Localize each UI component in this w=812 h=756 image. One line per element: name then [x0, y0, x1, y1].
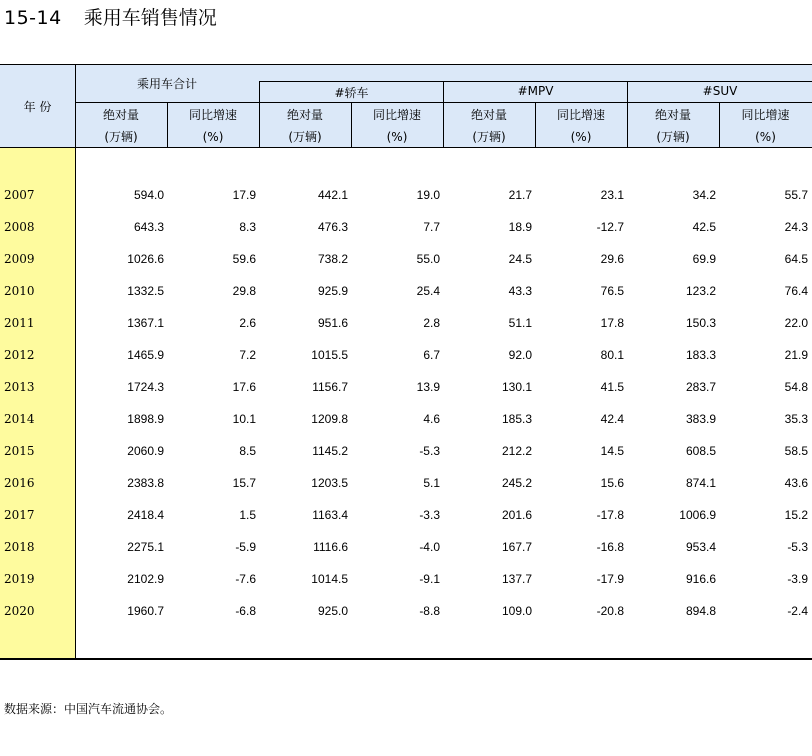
- table-cell: 1898.9: [127, 412, 164, 426]
- table-cell: 17.6: [232, 380, 256, 394]
- table-top-border: [0, 64, 812, 65]
- table-cell: 22.0: [784, 316, 808, 330]
- table-cell: 1332.5: [127, 284, 164, 298]
- subheader-abs: [627, 104, 719, 148]
- subheader-unit: (%): [386, 130, 408, 144]
- table-cell: 608.5: [685, 444, 716, 458]
- subheader-pct: [535, 104, 627, 148]
- row-year: 2014: [4, 412, 35, 426]
- table-cell: 2383.8: [127, 476, 164, 490]
- table-cell: -7.6: [235, 572, 256, 586]
- table-cell: 21.7: [508, 188, 532, 202]
- table-cell: 1116.6: [313, 540, 348, 554]
- table-cell: 2.6: [239, 316, 256, 330]
- table-cell: 894.8: [685, 604, 716, 618]
- table-cell: -16.8: [596, 540, 624, 554]
- row-year: 2017: [4, 508, 35, 522]
- table-cell: -20.8: [596, 604, 624, 618]
- table-cell: 2418.4: [127, 508, 164, 522]
- row-year: 2009: [4, 252, 35, 266]
- table-cell: 42.4: [600, 412, 624, 426]
- page-title: [4, 6, 217, 30]
- table-cell: 8.5: [239, 444, 256, 458]
- table-cell: -3.3: [419, 508, 440, 522]
- table-cell: 7.2: [239, 348, 256, 362]
- table-cell: 58.5: [784, 444, 808, 458]
- subheader-line: 绝对量: [470, 108, 507, 122]
- subheader-line: 同比增速: [741, 108, 790, 122]
- subheader-line: 绝对量: [654, 108, 691, 122]
- table-cell: 64.5: [784, 252, 808, 266]
- table-cell: 925.0: [317, 604, 348, 618]
- table-cell: 76.4: [784, 284, 808, 298]
- table-cell: 51.1: [508, 316, 532, 330]
- table-cell: 10.1: [232, 412, 256, 426]
- subheader-unit: (%): [570, 130, 592, 144]
- table-cell: 1960.7: [127, 604, 164, 618]
- subheader-unit: (%): [202, 130, 224, 144]
- table-cell: 1006.9: [679, 508, 716, 522]
- table-cell: 442.1: [317, 188, 348, 202]
- row-year: 2012: [4, 348, 35, 362]
- row-year: 2013: [4, 380, 35, 394]
- row-year: 2020: [4, 604, 35, 618]
- table-cell: 1465.9: [127, 348, 164, 362]
- subheader-line: 同比增速: [556, 108, 605, 122]
- table-cell: 43.3: [508, 284, 532, 298]
- group-header-mpv: #MPV: [517, 84, 554, 98]
- table-cell: 167.7: [501, 540, 532, 554]
- table-cell: 21.9: [784, 348, 808, 362]
- table-cell: 7.7: [423, 220, 440, 234]
- table-cell: 24.3: [784, 220, 808, 234]
- table-cell: 15.7: [232, 476, 256, 490]
- table-cell: -6.8: [235, 604, 256, 618]
- table-cell: -5.9: [235, 540, 256, 554]
- subheader-abs: [259, 104, 351, 148]
- table-cell: 13.9: [416, 380, 440, 394]
- row-year: 2018: [4, 540, 35, 554]
- table-cell: 643.3: [133, 220, 164, 234]
- table-cell: 1724.3: [127, 380, 164, 394]
- table-cell: 4.6: [423, 412, 440, 426]
- table-cell: 8.3: [239, 220, 256, 234]
- year-header: 年 份: [23, 100, 52, 114]
- subheader-unit: (%): [755, 130, 776, 144]
- table-cell: 92.0: [508, 348, 532, 362]
- table-cell: 29.8: [232, 284, 256, 298]
- subheader-pct: [167, 104, 259, 148]
- subheader-unit: (万辆): [656, 130, 690, 144]
- table-cell: -2.4: [787, 604, 808, 618]
- subheader-pct: [351, 104, 443, 148]
- table-cell: 2102.9: [127, 572, 164, 586]
- table-cell: 1367.1: [127, 316, 164, 330]
- table-cell: 59.6: [232, 252, 256, 266]
- table-cell: 137.7: [501, 572, 532, 586]
- table-cell: 123.2: [685, 284, 716, 298]
- table-bottom-border: [0, 658, 812, 660]
- subheader-line: 绝对量: [102, 108, 139, 122]
- row-year: 2016: [4, 476, 35, 490]
- table-cell: 19.0: [416, 188, 440, 202]
- table-cell: -17.9: [596, 572, 624, 586]
- table-cell: 916.6: [685, 572, 716, 586]
- row-year: 2007: [4, 188, 35, 202]
- table-cell: 17.9: [232, 188, 256, 202]
- table-cell: 953.4: [685, 540, 716, 554]
- table-cell: -3.9: [787, 572, 808, 586]
- subheader-abs: [75, 104, 167, 148]
- table-cell: 25.4: [416, 284, 440, 298]
- group-header-suv: #SUV: [702, 84, 738, 98]
- table-cell: 1015.5: [311, 348, 348, 362]
- table-cell: 15.6: [600, 476, 624, 490]
- source-note: 数据来源：中国汽车流通协会。: [4, 702, 173, 716]
- table-cell: -9.1: [419, 572, 440, 586]
- table-cell: 185.3: [501, 412, 532, 426]
- subheader-line: 同比增速: [188, 108, 237, 122]
- table-cell: -4.0: [419, 540, 440, 554]
- table-cell: 283.7: [685, 380, 716, 394]
- group-header-divider: [260, 81, 812, 82]
- table-cell: 1156.7: [312, 380, 348, 394]
- table-cell: 1163.4: [312, 508, 348, 522]
- table-cell: 55.0: [416, 252, 440, 266]
- table-cell: 1203.5: [311, 476, 348, 490]
- table-cell: 2.8: [423, 316, 440, 330]
- subheader-abs: [443, 104, 535, 148]
- table-cell: 35.3: [784, 412, 808, 426]
- table-cell: 109.0: [501, 604, 532, 618]
- group-header-total: 乘用车合计: [136, 77, 197, 91]
- subheader-line: 同比增速: [372, 108, 421, 122]
- subheader-line: 绝对量: [286, 108, 323, 122]
- table-cell: 1209.8: [311, 412, 348, 426]
- subheader-unit: (万辆): [472, 130, 506, 144]
- table-cell: 15.2: [784, 508, 808, 522]
- table-cell: 80.1: [600, 348, 624, 362]
- table-cell: 951.6: [317, 316, 348, 330]
- table-cell: 29.6: [600, 252, 624, 266]
- subheader-unit: (万辆): [104, 130, 138, 144]
- table-cell: 1.5: [239, 508, 256, 522]
- table-cell: 738.2: [317, 252, 348, 266]
- table-cell: 130.1: [501, 380, 532, 394]
- table-cell: 2060.9: [127, 444, 164, 458]
- table-cell: -8.8: [419, 604, 440, 618]
- group-header-sedan: #轿车: [334, 86, 369, 100]
- table-cell: 5.1: [423, 476, 440, 490]
- table-cell: 245.2: [501, 476, 532, 490]
- row-year: 2019: [4, 572, 35, 586]
- table-cell: 54.8: [784, 380, 808, 394]
- table-cell: -17.8: [596, 508, 624, 522]
- row-year: 2008: [4, 220, 35, 234]
- table-number: 15-14: [4, 7, 62, 29]
- table-cell: 594.0: [133, 188, 164, 202]
- table-cell: 55.7: [784, 188, 808, 202]
- table-cell: -5.3: [419, 444, 440, 458]
- table-cell: 34.2: [692, 188, 716, 202]
- table-cell: 476.3: [317, 220, 348, 234]
- table-cell: 383.9: [685, 412, 716, 426]
- table-cell: 1014.5: [311, 572, 348, 586]
- table-cell: 14.5: [600, 444, 624, 458]
- table-cell: 24.5: [508, 252, 532, 266]
- table-cell: 69.9: [692, 252, 716, 266]
- table-title: 乘用车销售情况: [83, 7, 217, 29]
- row-year: 2010: [4, 284, 35, 298]
- table-cell: -5.3: [787, 540, 808, 554]
- row-year: 2015: [4, 444, 35, 458]
- table-cell: 183.3: [685, 348, 716, 362]
- table-cell: 41.5: [600, 380, 624, 394]
- table-cell: 17.8: [600, 316, 624, 330]
- table-cell: 23.1: [600, 188, 624, 202]
- subheader-unit: (万辆): [288, 130, 322, 144]
- table-cell: 76.5: [600, 284, 624, 298]
- table-cell: 925.9: [317, 284, 348, 298]
- table-cell: 1026.6: [127, 252, 164, 266]
- row-year: 2011: [4, 316, 35, 330]
- subheader-pct: [719, 104, 812, 148]
- table-cell: 201.6: [501, 508, 532, 522]
- table-cell: -12.7: [596, 220, 624, 234]
- table-cell: 874.1: [685, 476, 716, 490]
- table-cell: 18.9: [508, 220, 532, 234]
- table-cell: 6.7: [423, 348, 440, 362]
- table-cell: 43.6: [784, 476, 808, 490]
- table-cell: 42.5: [692, 220, 716, 234]
- table-cell: 212.2: [501, 444, 532, 458]
- table-cell: 2275.1: [127, 540, 164, 554]
- table-cell: 1145.2: [312, 444, 348, 458]
- table-cell: 150.3: [685, 316, 716, 330]
